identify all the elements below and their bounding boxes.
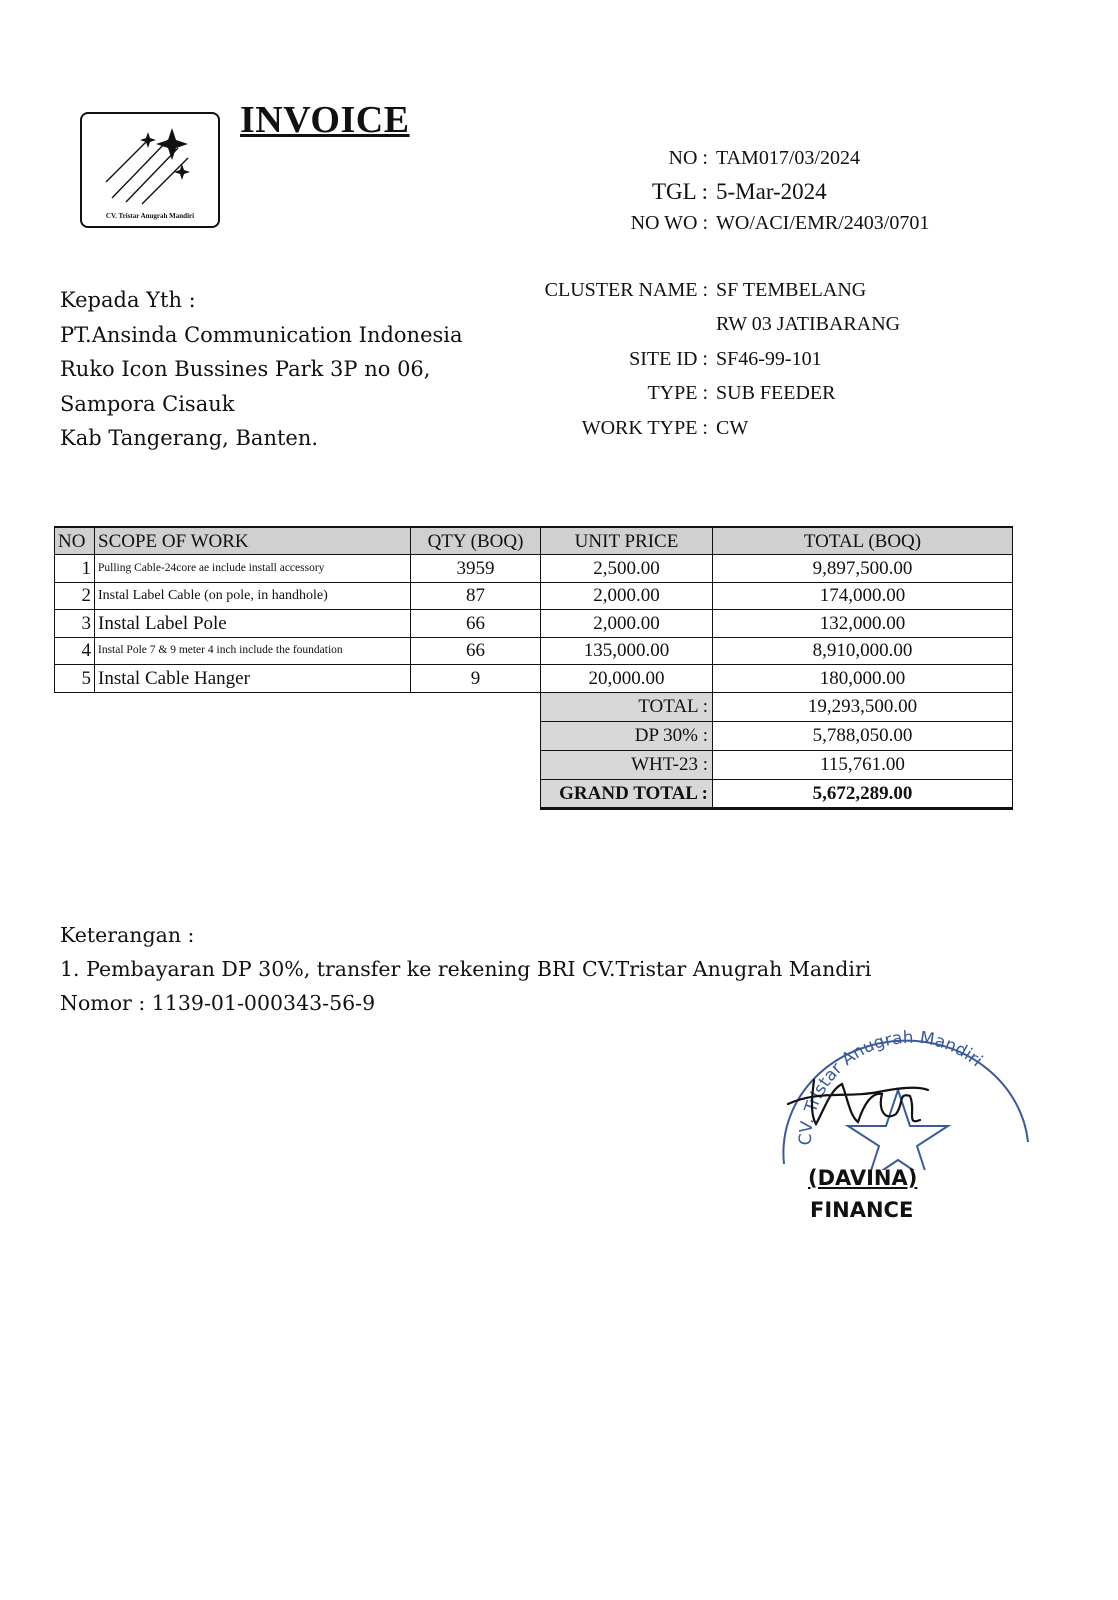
notes-line-2: Nomor : 1139-01-000343-56-9 <box>60 991 376 1015</box>
row-no: 2 <box>55 582 95 610</box>
table-row <box>55 582 1013 610</box>
type-label: TYPE : <box>647 382 708 404</box>
stamp-text: CV. Tristar Anugrah Mandiri <box>795 1030 987 1146</box>
recipient-city: Kab Tangerang, Banten. <box>60 426 319 450</box>
notes-line-1: 1. Pembayaran DP 30%, transfer ke rekening BRI CV.Tristar Anugrah Mandiri <box>60 957 872 981</box>
recipient-street: Ruko Icon Bussines Park 3P no 06, <box>60 357 431 381</box>
table-row <box>55 555 1013 583</box>
row-no: 5 <box>55 665 95 693</box>
cluster-label: CLUSTER NAME : <box>544 279 708 301</box>
table-header-row <box>55 527 1013 555</box>
row-total: 132,000.00 <box>713 610 1013 638</box>
row-total: 180,000.00 <box>713 665 1013 693</box>
row-scope: Instal Label Pole <box>95 610 411 638</box>
payment-notes <box>60 918 871 1020</box>
row-qty: 87 <box>411 582 541 610</box>
recipient-address <box>60 283 463 456</box>
row-unit-price: 2,000.00 <box>541 582 713 610</box>
grand-total-label: GRAND TOTAL : <box>541 780 713 809</box>
grand-total-row <box>541 780 1013 809</box>
recipient-greeting: Kepada Yth : <box>60 288 196 312</box>
work-type-label: WORK TYPE : <box>581 417 708 439</box>
cluster-value-2: RW 03 JATIBARANG <box>716 313 901 335</box>
scope-table <box>54 526 1013 693</box>
row-scope: Pulling Cable-24core ae include install accessory <box>95 555 411 583</box>
row-scope: Instal Cable Hanger <box>95 665 411 693</box>
invoice-date-value: 5-Mar-2024 <box>716 179 827 204</box>
page-title: INVOICE <box>240 99 410 141</box>
table-row <box>55 610 1013 638</box>
invoice-no-label: NO : <box>668 147 708 169</box>
totals-table <box>540 692 1013 810</box>
recipient-area: Sampora Cisauk <box>60 391 235 416</box>
header-no: NO <box>55 527 95 555</box>
row-qty: 66 <box>411 637 541 665</box>
dp-label: DP 30% : <box>541 722 713 751</box>
invoice-no-value: TAM017/03/2024 <box>716 147 860 169</box>
dp-value: 5,788,050.00 <box>713 722 1013 751</box>
table-row <box>55 637 1013 665</box>
signer-role: FINANCE <box>810 1198 914 1222</box>
row-total: 9,897,500.00 <box>713 555 1013 583</box>
work-order-label: NO WO : <box>630 212 708 234</box>
work-order-value: WO/ACI/EMR/2403/0701 <box>716 212 930 234</box>
row-unit-price: 2,500.00 <box>541 555 713 583</box>
recipient-company: PT.Ansinda Communication Indonesia <box>60 322 463 347</box>
wht-label: WHT-23 : <box>541 751 713 780</box>
row-scope: Instal Label Cable (on pole, in handhole) <box>95 582 411 610</box>
row-no: 1 <box>55 555 95 583</box>
signer-name: (DAVINA) <box>808 1166 918 1190</box>
star-logo-icon <box>102 120 202 210</box>
site-id-label: SITE ID : <box>629 348 708 370</box>
total-value: 19,293,500.00 <box>713 693 1013 722</box>
header-qty: QTY (BOQ) <box>411 527 541 555</box>
company-logo <box>80 112 220 228</box>
notes-heading: Keterangan : <box>60 923 195 947</box>
logo-company-text: CV. Tristar Anugrah Mandiri <box>105 212 195 220</box>
row-qty: 66 <box>411 610 541 638</box>
stamp-graphic <box>778 1030 1038 1170</box>
wht-value: 115,761.00 <box>713 751 1013 780</box>
row-no: 3 <box>55 610 95 638</box>
total-label: TOTAL : <box>541 693 713 722</box>
row-scope: Instal Pole 7 & 9 meter 4 inch include the foundation <box>95 637 411 665</box>
cluster-value: SF TEMBELANG <box>716 279 867 301</box>
header-total: TOTAL (BOQ) <box>713 527 1013 555</box>
work-type-value: CW <box>716 417 749 439</box>
row-unit-price: 2,000.00 <box>541 610 713 638</box>
grand-total-value: 5,672,289.00 <box>713 780 1013 809</box>
row-qty: 3959 <box>411 555 541 583</box>
header-unit-price: UNIT PRICE <box>541 527 713 555</box>
site-id-value: SF46-99-101 <box>716 348 822 370</box>
invoice-date-label: TGL : <box>652 179 708 204</box>
total-row <box>541 693 1013 722</box>
row-total: 8,910,000.00 <box>713 637 1013 665</box>
wht-row <box>541 751 1013 780</box>
row-no: 4 <box>55 637 95 665</box>
type-value: SUB FEEDER <box>716 382 836 404</box>
dp-row <box>541 722 1013 751</box>
row-unit-price: 135,000.00 <box>541 637 713 665</box>
table-row <box>55 665 1013 693</box>
company-stamp <box>778 1030 1038 1175</box>
row-qty: 9 <box>411 665 541 693</box>
header-scope: SCOPE OF WORK <box>95 527 411 555</box>
row-unit-price: 20,000.00 <box>541 665 713 693</box>
row-total: 174,000.00 <box>713 582 1013 610</box>
